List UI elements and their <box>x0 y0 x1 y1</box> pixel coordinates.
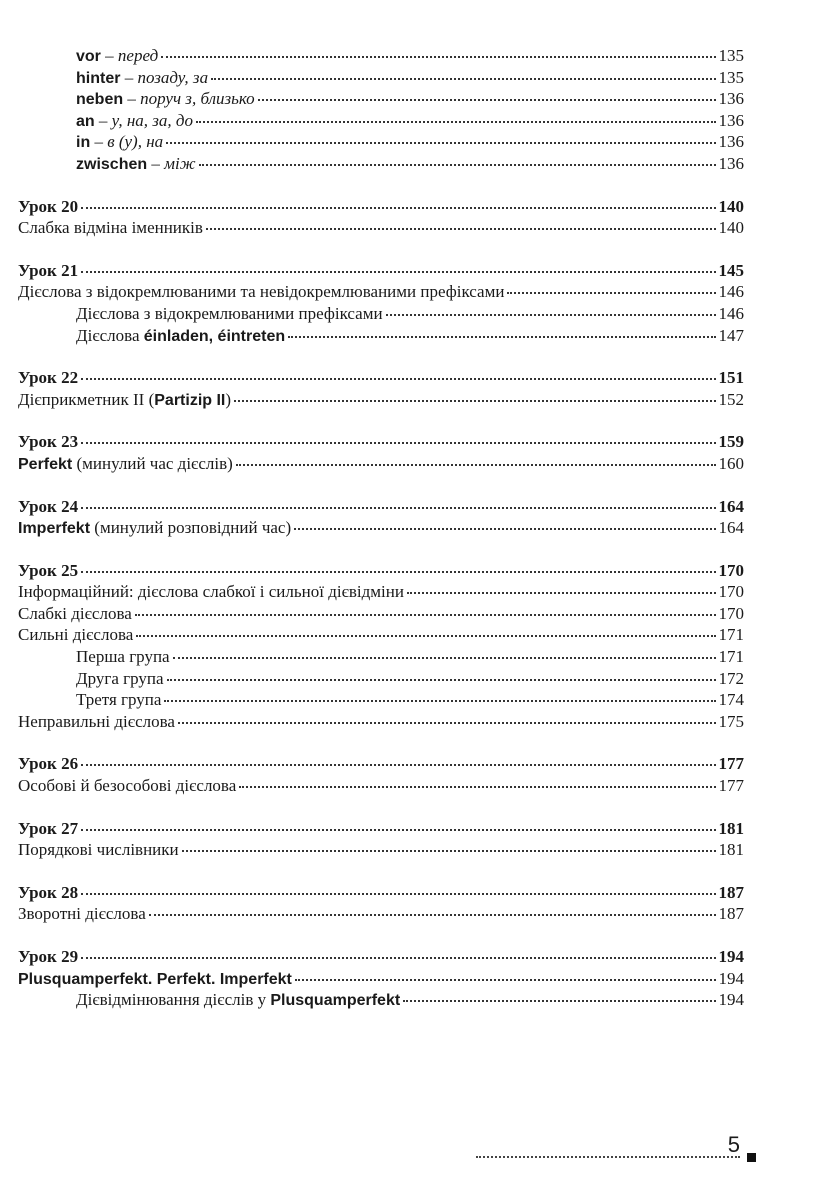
toc-lesson-entry <box>18 196 744 218</box>
section-gap <box>18 410 744 431</box>
dot-leader <box>136 635 715 637</box>
dot-leader <box>386 314 716 316</box>
toc-entry-text: éinladen, éintreten <box>143 327 286 345</box>
toc-entry-text: (минулий розповідний час) <box>90 518 292 538</box>
toc-page-number: 174 <box>718 690 744 710</box>
toc-entry-text: Перша група <box>76 647 170 667</box>
toc-page-number: 181 <box>718 818 744 838</box>
toc-entry-text: Дієслова з відокремлюваними та невідокремлюваними префіксами <box>18 282 505 302</box>
toc-entry-text: Урок 28 <box>18 882 79 902</box>
toc-entry-title <box>18 217 203 239</box>
toc-entry <box>18 153 744 175</box>
toc-entry-text: Урок 29 <box>18 947 79 966</box>
dot-leader <box>81 957 715 959</box>
toc-entry-text: Partizip II <box>154 391 226 409</box>
toc-page-number: 164 <box>718 496 744 516</box>
toc-entry-text: Урок 25 <box>18 560 79 580</box>
toc-entry <box>18 110 744 132</box>
toc-page-number: 187 <box>718 882 744 902</box>
toc-entry-text: Неправильні дієслова <box>18 711 175 731</box>
toc-lesson-entry <box>18 431 744 453</box>
section-gap <box>18 732 744 753</box>
dot-leader <box>81 893 715 895</box>
toc-page-number: 147 <box>718 325 744 345</box>
toc-page-number: 170 <box>718 560 744 580</box>
toc-page-number: 136 <box>718 153 744 173</box>
toc-entry-text: Слабка відміна іменників <box>18 218 203 238</box>
toc-entry-text: Дієвідмінювання дієслів у <box>76 990 271 1010</box>
toc-lesson-entry <box>18 818 744 840</box>
toc-page-number: 194 <box>718 990 744 1010</box>
dot-leader <box>166 142 715 144</box>
toc-entry-text: Дієслова з відокремлюваними префіксами <box>76 303 383 323</box>
toc-entry-text: – <box>147 153 165 173</box>
toc-entry-text: – <box>123 89 141 109</box>
toc-entry-title <box>18 775 236 797</box>
toc-lesson-entry <box>18 260 744 282</box>
toc-entry-text: Сильні дієслова <box>18 625 134 645</box>
toc-entry-text: Порядкові числівники <box>18 840 179 860</box>
toc-page-number: 136 <box>718 110 744 130</box>
toc-entry <box>18 603 744 625</box>
dot-leader <box>295 979 716 981</box>
dot-leader <box>178 722 716 724</box>
dot-leader <box>167 679 716 681</box>
dot-leader <box>403 1000 715 1002</box>
dot-leader <box>258 99 716 101</box>
toc-page-number: 136 <box>718 132 744 152</box>
toc-page-number: 170 <box>718 582 744 602</box>
toc-entry-text: поруч з, близько <box>140 89 255 109</box>
toc-entry <box>18 67 744 89</box>
toc-entry-text: ) <box>225 389 232 409</box>
toc-entry <box>18 88 744 110</box>
toc-page-number: 140 <box>718 196 744 216</box>
toc-entry-title <box>76 131 163 154</box>
page-footer <box>476 1132 756 1162</box>
dot-leader <box>407 592 716 594</box>
toc-entry-text: Plusquamperfekt. Perfekt. Imperfekt <box>18 970 292 988</box>
dot-leader <box>81 271 715 273</box>
toc-entry-title <box>18 560 78 582</box>
toc-entry-text: Інформаційний: дієслова слабкої і сильної дієвідміни <box>18 582 404 602</box>
toc-page-number: 151 <box>718 368 744 388</box>
toc-entry-title <box>18 946 78 968</box>
toc-lesson-entry <box>18 946 744 968</box>
toc-entry-text: Особові й безособові дієслова <box>18 776 237 796</box>
toc-entry-text: Урок 21 <box>18 260 79 280</box>
toc-page-number: 152 <box>718 389 744 409</box>
toc-entry-text: Imperfekt <box>18 520 91 538</box>
dot-leader <box>81 442 715 444</box>
toc-entry-text: – <box>94 110 112 130</box>
dot-leader <box>236 464 716 466</box>
section-gap <box>18 539 744 560</box>
dot-leader <box>164 700 715 702</box>
toc-page-number: 181 <box>718 840 744 860</box>
toc-entry-title <box>76 303 383 325</box>
toc-entry-title <box>76 110 193 133</box>
toc-entry <box>18 989 744 1011</box>
dot-leader <box>182 850 716 852</box>
dot-leader <box>81 507 715 509</box>
toc-entry <box>18 711 744 733</box>
dot-leader <box>81 764 715 766</box>
dot-leader <box>81 207 715 209</box>
toc-page-number: 171 <box>718 647 744 667</box>
toc-entry <box>18 968 744 990</box>
page-number: 5 <box>727 1132 740 1157</box>
toc-entry-title <box>18 196 78 218</box>
dot-leader <box>234 400 715 402</box>
toc-page-number: 146 <box>718 282 744 302</box>
toc-entry <box>18 668 744 690</box>
toc-entry <box>18 689 744 711</box>
toc-lesson-entry <box>18 753 744 775</box>
toc-entry-title <box>76 67 208 90</box>
toc-page-number: 175 <box>718 711 744 731</box>
toc-page-number: 135 <box>718 46 744 65</box>
toc-entry <box>18 517 744 539</box>
toc-entry-text: neben <box>76 91 124 109</box>
toc-entry <box>18 646 744 668</box>
dot-leader <box>206 228 716 230</box>
toc-entry-title <box>18 260 78 282</box>
toc-entry-text: Друга група <box>76 668 164 688</box>
toc-lesson-entry <box>18 560 744 582</box>
section-gap <box>18 346 744 367</box>
toc-entry-title <box>18 818 78 840</box>
dot-leader <box>196 121 715 123</box>
toc-page-number: 177 <box>718 754 744 774</box>
toc-entry-title <box>18 603 132 625</box>
toc-entry-title <box>76 88 255 111</box>
toc-lesson-entry <box>18 367 744 389</box>
toc-page-number: 164 <box>718 518 744 538</box>
toc-entry-text: Урок 26 <box>18 754 79 774</box>
dot-leader <box>173 657 716 659</box>
dot-leader <box>81 378 715 380</box>
toc-entry <box>18 45 744 67</box>
toc-lesson-entry <box>18 882 744 904</box>
footer-square-mark <box>747 1153 756 1162</box>
dot-leader <box>199 164 716 166</box>
toc-entry <box>18 389 744 411</box>
toc-page-number: 135 <box>718 67 744 87</box>
toc-entry <box>18 581 744 603</box>
dot-leader <box>239 786 715 788</box>
toc-entry-title <box>18 839 179 861</box>
toc-entry-text: в (у), на <box>107 132 164 152</box>
toc-entry-text: an <box>76 112 95 130</box>
toc-entry-text: Дієприкметник II ( <box>18 389 155 409</box>
toc-entry-text: між <box>164 153 196 173</box>
toc-page-number: 136 <box>718 89 744 109</box>
dot-leader <box>161 56 715 58</box>
footer-dotted-rule <box>476 1156 740 1158</box>
toc-page-number: 159 <box>718 432 744 452</box>
toc-entry-text: Третя група <box>76 690 162 710</box>
toc-entry-text: – <box>100 46 118 65</box>
toc-entry <box>18 131 744 153</box>
toc-entry-text: zwischen <box>76 155 148 173</box>
toc-entry-text: – <box>120 67 138 87</box>
toc-entry-title <box>18 882 78 904</box>
toc-entry-title <box>76 646 170 668</box>
toc-entry-text: in <box>76 134 91 152</box>
toc-entry-text: у, на, за, до <box>111 110 194 130</box>
toc-entry <box>18 839 744 861</box>
toc-entry-title <box>18 453 233 476</box>
toc-page-number: 194 <box>718 947 744 966</box>
toc-entry <box>18 303 744 325</box>
toc-entry-title <box>18 968 292 991</box>
toc-entry-title <box>18 753 78 775</box>
toc-entry-title <box>18 903 146 925</box>
toc-entry-text: Урок 24 <box>18 496 79 516</box>
toc-entry-title <box>18 581 404 603</box>
toc-entry-title <box>18 496 78 518</box>
toc-entry <box>18 624 744 646</box>
toc-entry-text: (минулий час дієслів) <box>72 453 233 473</box>
toc-entry-text: Урок 27 <box>18 818 79 838</box>
table-of-contents <box>18 45 744 1011</box>
toc-entry-text: Plusquamperfekt <box>270 992 401 1010</box>
toc-page-number: 146 <box>718 303 744 323</box>
toc-entry-title <box>18 367 78 389</box>
section-gap <box>18 239 744 260</box>
section-gap <box>18 475 744 496</box>
dot-leader <box>288 336 715 338</box>
toc-entry-text: Слабкі дієслова <box>18 603 132 623</box>
toc-entry-title <box>18 624 133 646</box>
toc-entry-title <box>18 711 175 733</box>
section-gap <box>18 175 744 196</box>
dot-leader <box>81 571 715 573</box>
toc-entry <box>18 903 744 925</box>
toc-entry-text: Perfekt <box>18 455 73 473</box>
toc-entry-text: Дієслова <box>76 325 144 345</box>
toc-entry-title <box>18 389 231 412</box>
toc-page-number: 187 <box>718 904 744 924</box>
toc-entry-title <box>76 989 400 1012</box>
toc-entry-text: hinter <box>76 69 121 87</box>
toc-entry-text: Урок 23 <box>18 432 79 452</box>
toc-page-number: 171 <box>718 625 744 645</box>
toc-entry-title <box>18 517 291 540</box>
toc-entry <box>18 325 744 347</box>
toc-entry-text: Урок 20 <box>18 196 79 216</box>
dot-leader <box>211 78 715 80</box>
toc-page-number: 194 <box>718 968 744 988</box>
dot-leader <box>149 914 716 916</box>
toc-entry-title <box>18 431 78 453</box>
toc-lesson-entry <box>18 496 744 518</box>
toc-entry <box>18 775 744 797</box>
toc-entry <box>18 453 744 475</box>
dot-leader <box>294 528 715 530</box>
dot-leader <box>507 292 715 294</box>
toc-page-number: 177 <box>718 776 744 796</box>
toc-entry-text: перед <box>117 46 159 65</box>
dot-leader <box>135 614 716 616</box>
toc-entry-text: – <box>90 132 108 152</box>
section-gap <box>18 925 744 946</box>
toc-entry-text: Урок 22 <box>18 368 79 388</box>
toc-entry-title <box>76 325 285 348</box>
toc-page-number: 145 <box>718 260 744 280</box>
toc-page-number: 160 <box>718 453 744 473</box>
toc-entry-title <box>18 281 504 303</box>
toc-entry-text: Зворотні дієслова <box>18 904 146 924</box>
toc-entry-title <box>76 689 161 711</box>
toc-entry <box>18 217 744 239</box>
toc-entry-text: позаду, за <box>137 67 209 87</box>
toc-entry-title <box>76 45 158 68</box>
toc-page-number: 172 <box>718 668 744 688</box>
toc-entry-title <box>76 153 196 176</box>
toc-entry-text: vor <box>76 48 101 65</box>
toc-entry <box>18 281 744 303</box>
dot-leader <box>81 829 715 831</box>
toc-page-number: 140 <box>718 218 744 238</box>
section-gap <box>18 861 744 882</box>
section-gap <box>18 797 744 818</box>
toc-page-number: 170 <box>718 603 744 623</box>
toc-entry-title <box>76 668 164 690</box>
